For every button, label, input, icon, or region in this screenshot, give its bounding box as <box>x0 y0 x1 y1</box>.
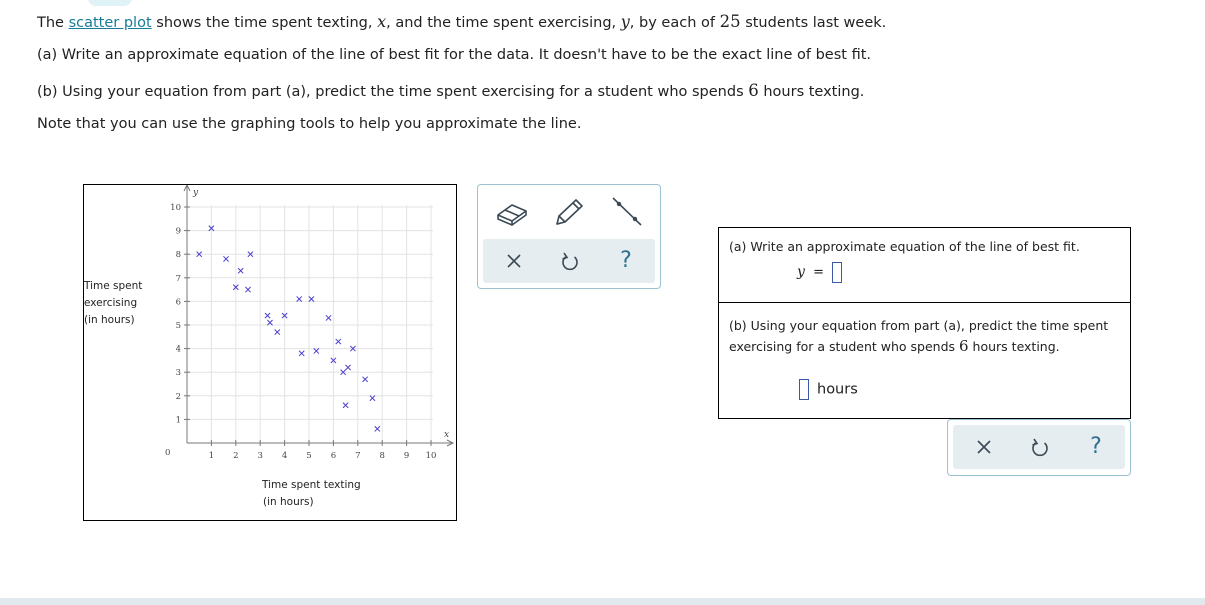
x-tick-label: 2 <box>233 451 239 461</box>
close-icon <box>970 433 998 461</box>
data-point <box>314 348 319 353</box>
data-point <box>223 256 228 261</box>
data-point <box>297 296 302 301</box>
intro-line-1: The scatter plot shows the time spent texting, x, and the time spent exercising, y, by each of 25 students last week. <box>37 12 887 31</box>
graph-help-button[interactable] <box>611 247 641 275</box>
y-axis-label: Time spent exercising (in hours) <box>84 280 143 326</box>
undo-icon <box>1026 433 1054 461</box>
x-tick-label: 5 <box>306 451 312 461</box>
part-a-prompt: (a) Write an approximate equation of the line of best fit. <box>729 239 1080 254</box>
x-tick-label: 1 <box>208 451 215 461</box>
eraser-icon <box>490 191 534 233</box>
hours-unit: hours <box>817 381 858 398</box>
answer-panel <box>718 227 1131 419</box>
graph-toolbox <box>477 184 661 289</box>
line-tool-icon <box>604 191 648 233</box>
x-tick-label: 9 <box>403 451 410 461</box>
y-variable: y <box>620 12 630 31</box>
y-tick-label: 7 <box>175 273 181 284</box>
data-point <box>375 426 380 431</box>
help-icon: ? <box>620 248 632 273</box>
equation-row: y = <box>797 262 842 283</box>
answer-part-a <box>719 228 1130 303</box>
pencil-tool-button[interactable] <box>546 191 590 233</box>
intro-part-a: (a) Write an approximate equation of the line of best fit for the data. It doesn't have to be the exact line of best fit. <box>37 47 871 63</box>
equation-input[interactable] <box>832 262 842 283</box>
x-tick-label: 10 <box>425 451 437 461</box>
data-point <box>326 315 331 320</box>
line-tool-button[interactable] <box>604 191 648 233</box>
part-b-prompt: (b) Using your equation from part (a), predict the time spent exercising for a student who spends 6 hours texting. <box>729 318 1109 355</box>
x-tick-label: 7 <box>355 451 361 461</box>
top-tab <box>88 0 132 6</box>
x-axis-variable: x <box>444 430 450 440</box>
data-point <box>299 351 304 356</box>
x-tick-label: 3 <box>257 451 263 461</box>
x-tick-label: 6 <box>330 451 337 461</box>
y-tick-label: 5 <box>175 321 181 331</box>
help-icon: ? <box>1090 434 1102 459</box>
student-count: 25 <box>719 12 741 31</box>
data-point <box>363 377 368 382</box>
y-tick-label: 8 <box>175 250 181 261</box>
x-tick-label: 4 <box>281 451 288 461</box>
hours-row <box>799 379 858 400</box>
data-point <box>336 339 341 344</box>
answer-undo-button[interactable] <box>1025 433 1055 461</box>
bottom-bar <box>0 598 1205 605</box>
eraser-tool-button[interactable] <box>490 191 534 233</box>
graph-clear-button[interactable] <box>499 247 529 275</box>
data-point <box>245 287 250 292</box>
y-tick-label: 10 <box>170 203 181 213</box>
data-point <box>265 313 270 318</box>
answer-clear-button[interactable] <box>969 433 999 461</box>
answer-toolbox <box>947 419 1131 476</box>
x-tick-label: 8 <box>379 451 385 461</box>
y-tick-label: 2 <box>175 391 181 402</box>
intro-part-b: (b) Using your equation from part (a), predict the time spent exercising for a student who spends 6 hours texting. <box>37 81 865 100</box>
answer-part-b <box>719 303 1130 418</box>
answer-help-button[interactable] <box>1081 433 1111 461</box>
y-tick-label: 9 <box>175 226 181 237</box>
hours-input[interactable] <box>799 379 809 400</box>
data-point <box>238 268 243 273</box>
y-tick-label: 3 <box>175 368 181 379</box>
answer-actions <box>953 425 1125 469</box>
close-icon <box>500 247 528 275</box>
y-tick-label: 4 <box>175 344 181 355</box>
y-axis-variable: y <box>193 188 199 198</box>
data-point <box>343 403 348 408</box>
scatter-plot-canvas[interactable] <box>84 185 456 520</box>
scatter-plot-link[interactable]: scatter plot <box>68 15 152 31</box>
graph-tool-actions <box>483 239 655 283</box>
y-tick-label: 1 <box>175 415 181 426</box>
pencil-icon <box>546 191 590 233</box>
x-axis-label: Time spent texting (in hours) <box>262 479 361 508</box>
undo-icon <box>556 247 584 275</box>
data-point <box>370 396 375 401</box>
data-point <box>345 365 350 370</box>
scatter-graph[interactable] <box>83 184 457 521</box>
intro-note: Note that you can use the graphing tools to help you approximate the line. <box>37 116 582 132</box>
y-tick-label: 6 <box>175 297 181 308</box>
data-point <box>275 329 280 334</box>
origin-label: 0 <box>165 448 171 458</box>
data-point <box>267 320 272 325</box>
x-variable: x <box>377 12 387 31</box>
data-point <box>309 296 314 301</box>
graph-undo-button[interactable] <box>555 247 585 275</box>
